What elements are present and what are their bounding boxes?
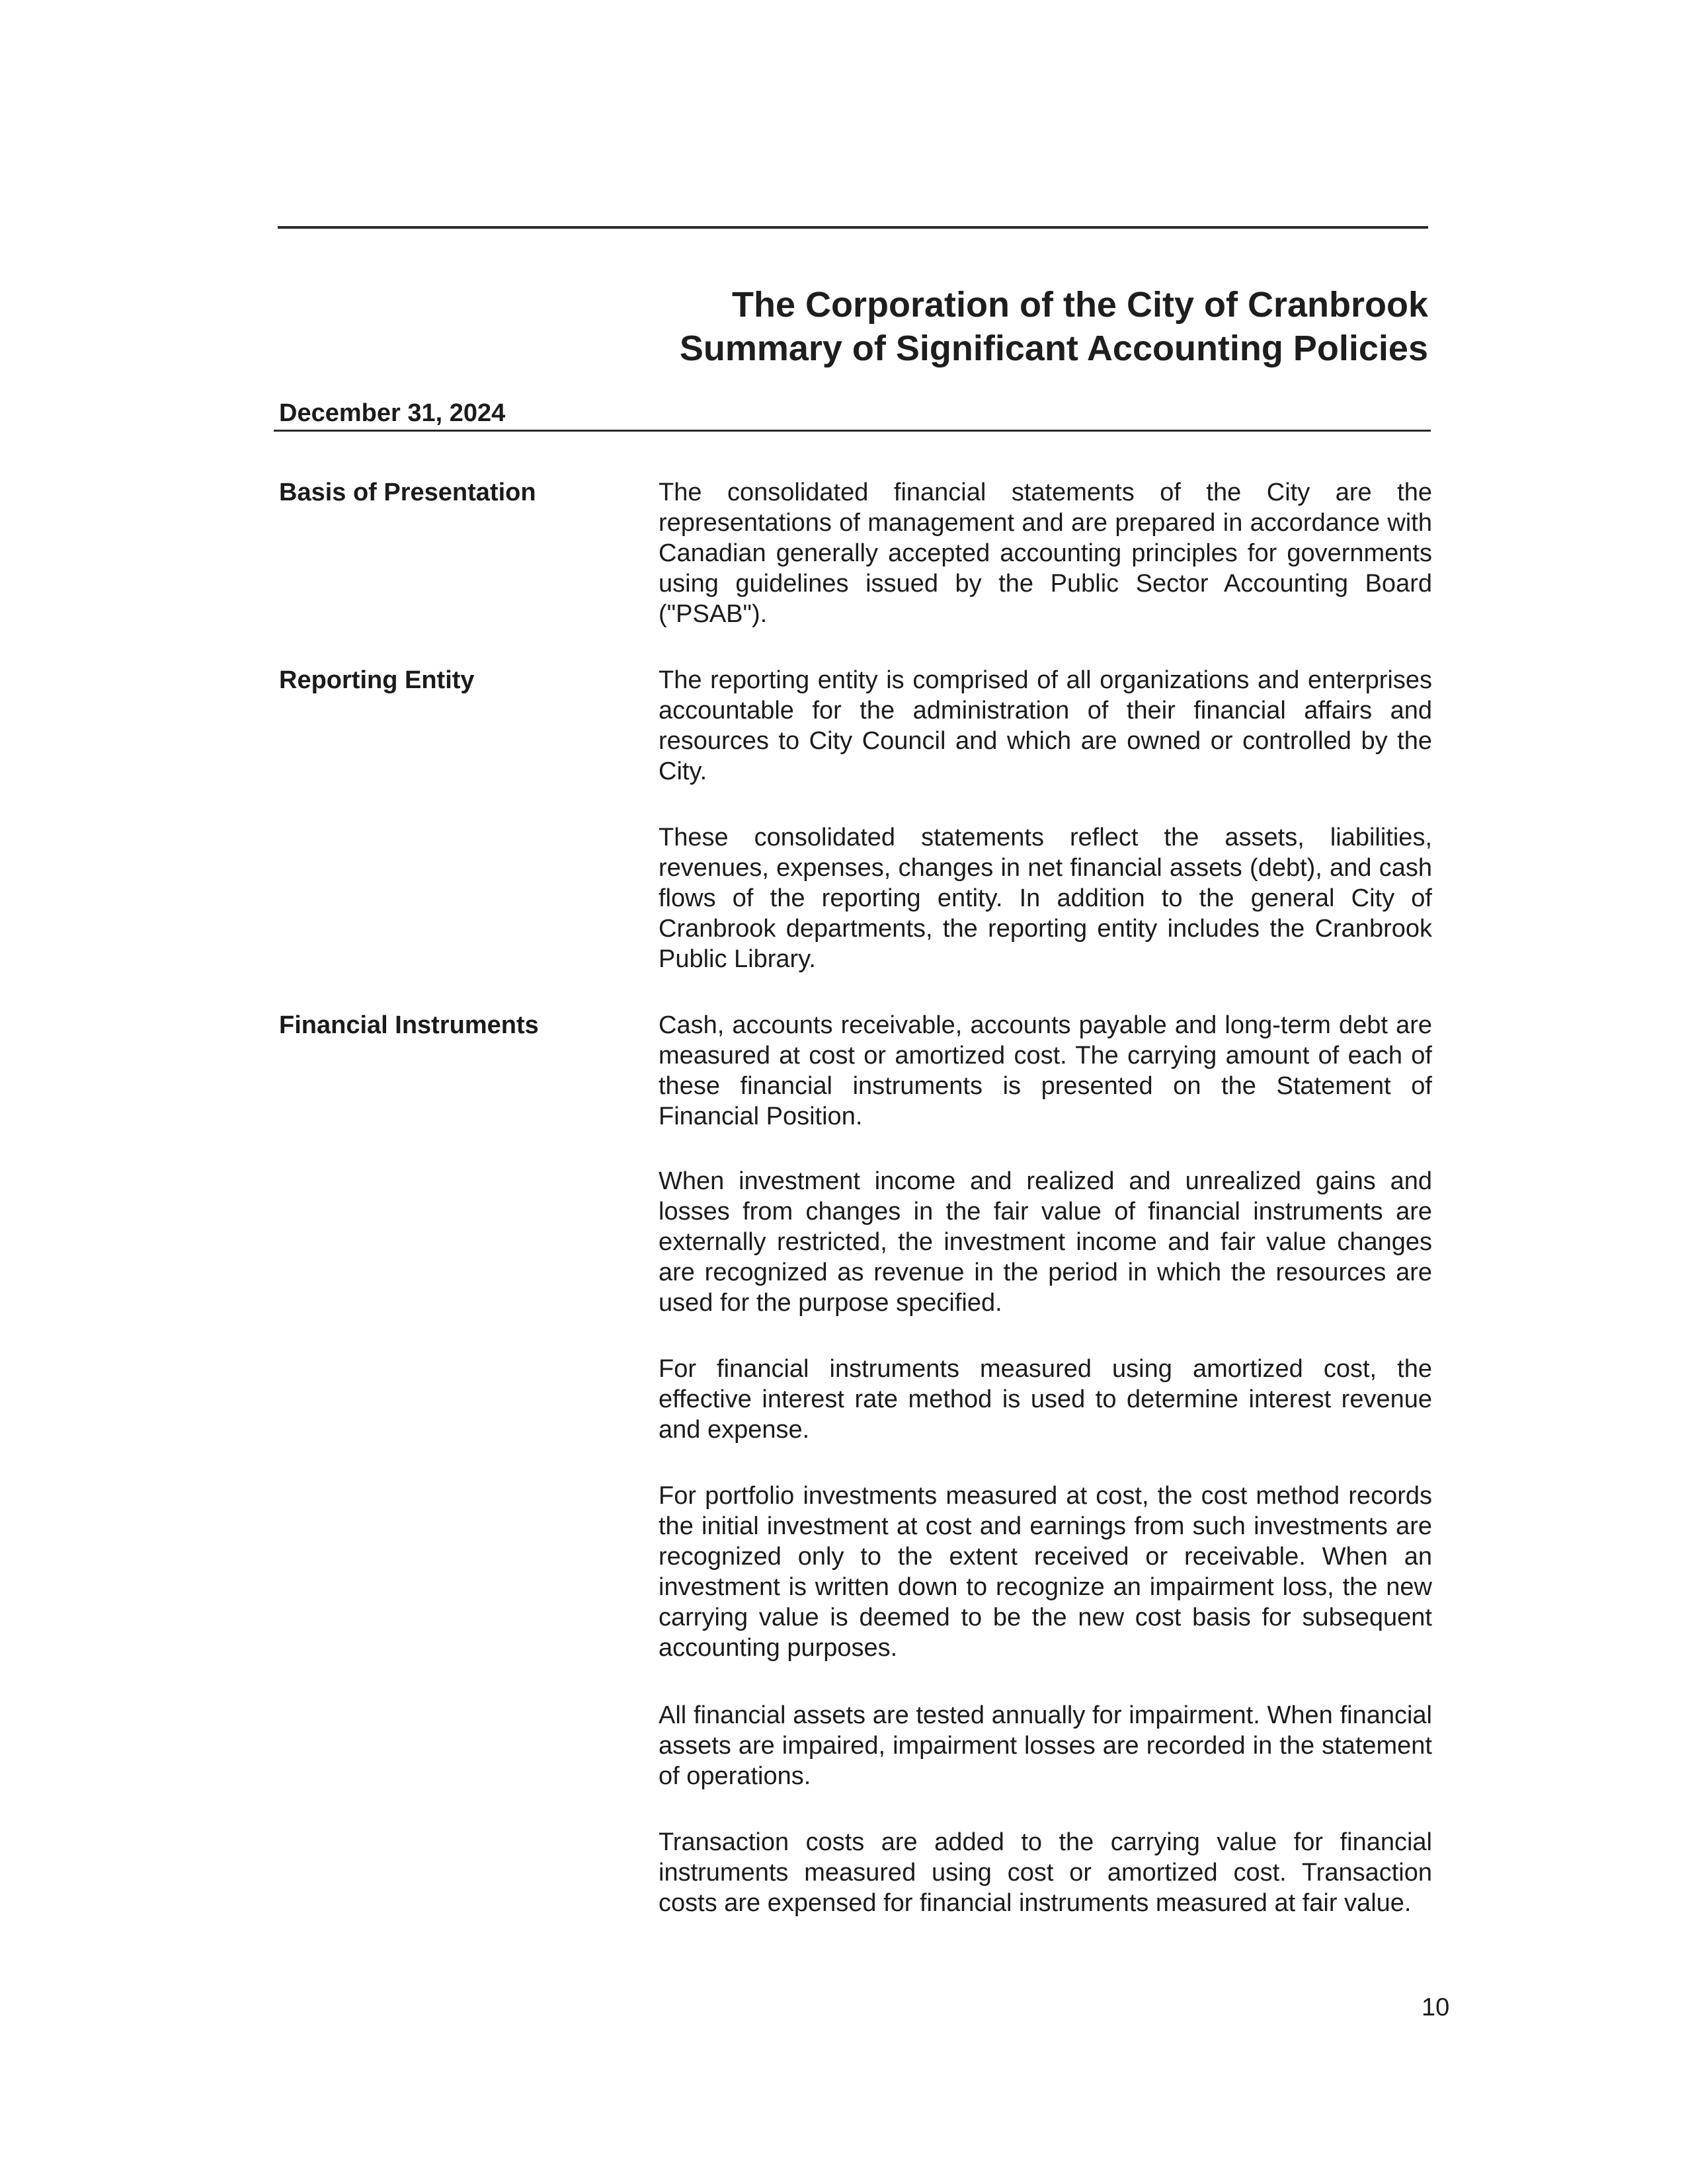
- financial-instruments-paragraph-3: For financial instruments measured using amortized cost, the effective interest rate method is used to determine interest revenue and expense.: [659, 1355, 1432, 1444]
- section-title-basis-of-presentation: Basis of Presentation: [279, 479, 536, 506]
- reporting-entity-paragraph-2: These consolidated statements reflect the assets, liabilities, revenues, expenses, changes in net financial assets (debt), and cash flows of the reporting entity. In addition to the general City of Cranbrook departments, the reporting entity includes the Cranbrook Public Library.: [659, 824, 1432, 973]
- financial-instruments-paragraph-6: Transaction costs are added to the carrying value for financial instruments measured using cost or amortized cost. Transaction costs are expensed for financial instruments measured at fair value.: [659, 1828, 1432, 1917]
- basis-of-presentation-paragraph-1: The consolidated financial statements of the City are the representations of management and are prepared in accordance with Canadian generally accepted accounting principles for governments using guidelines issued by the Public Sector Accounting Board ("PSAB").: [659, 479, 1432, 628]
- financial-instruments-paragraph-2: When investment income and realized and unrealized gains and losses from changes in the fair value of financial instruments are externally restricted, the investment income and fair value changes are recognized as revenue in the period in which the resources are used for the purpose specified.: [659, 1167, 1432, 1317]
- statement-date: December 31, 2024: [279, 399, 506, 427]
- document-title: Summary of Significant Accounting Policies: [679, 329, 1428, 368]
- financial-instruments-paragraph-5: All financial assets are tested annually for impairment. When financial assets are impaired, impairment losses are recorded in the statement of operations.: [659, 1701, 1432, 1790]
- financial-instruments-paragraph-4: For portfolio investments measured at cost, the cost method records the initial investment at cost and earnings from such investments are recognized only to the extent received or receivable. When an investment is written down to recognize an impairment loss, the new carrying value is deemed to be the new cost basis for subsequent accounting purposes.: [659, 1482, 1432, 1662]
- date-rule: [274, 430, 1431, 432]
- header-top-rule: [278, 226, 1428, 229]
- organization-name: The Corporation of the City of Cranbrook: [732, 285, 1428, 325]
- section-title-reporting-entity: Reporting Entity: [279, 666, 475, 694]
- reporting-entity-paragraph-1: The reporting entity is comprised of all organizations and enterprises accountable for the administration of their financial affairs and resources to City Council and which are owned or controlled by the City.: [659, 666, 1432, 785]
- page-header: [680, 283, 1428, 370]
- section-title-financial-instruments: Financial Instruments: [279, 1011, 539, 1039]
- page-number: 10: [1422, 1994, 1450, 2021]
- financial-instruments-paragraph-1: Cash, accounts receivable, accounts payable and long-term debt are measured at cost or amortized cost. The carrying amount of each of these financial instruments is presented on the Statement of Financial Position.: [659, 1011, 1432, 1130]
